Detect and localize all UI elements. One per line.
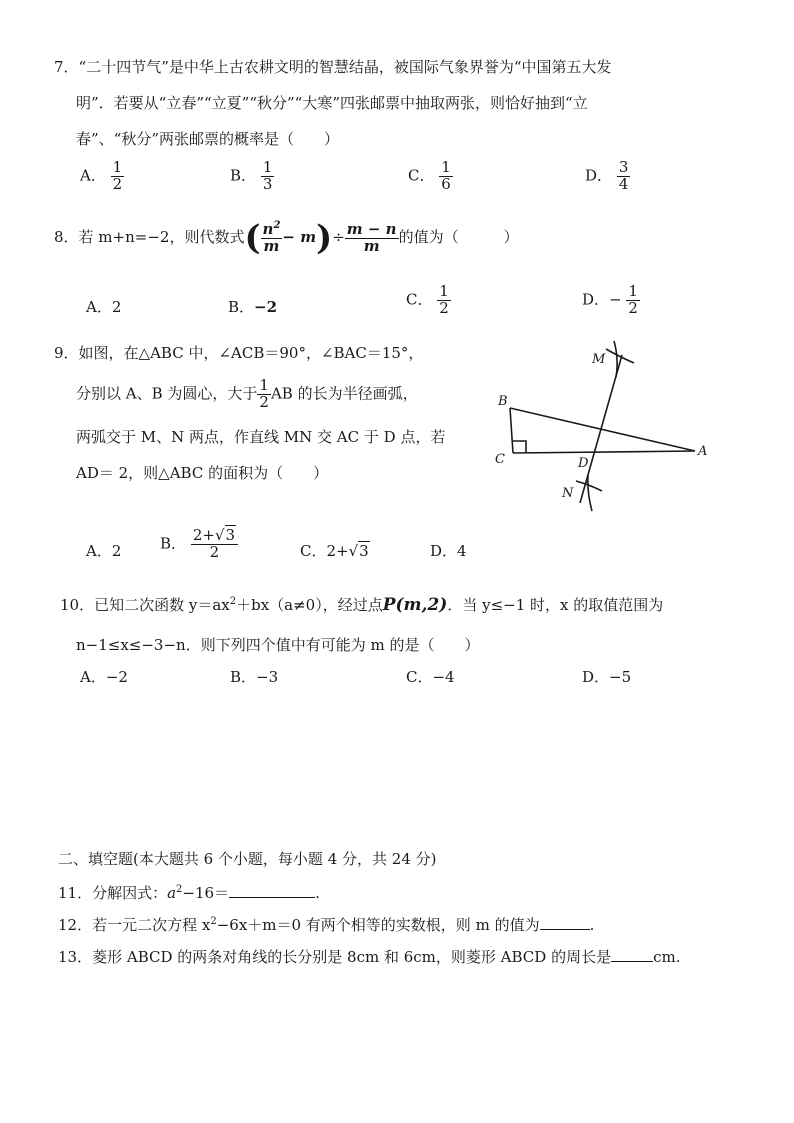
q8-option-d: D．− $\frac{1}{2}$ [582, 282, 638, 317]
q7-option-d-fraction: $\frac{3}{4}$ [618, 158, 629, 193]
q11-answer-blank [229, 897, 315, 898]
q12-line: 12．若一元二次方程 $x^2-6x+m=0$ 有两个相等的实数根，则 m 的值为 . [58, 916, 595, 934]
q8-fraction-mn-over-m: $\frac{m - n}{m}$ [346, 219, 397, 255]
label-m: M [592, 352, 606, 367]
q8-option-a: A．2 [86, 298, 122, 316]
q7-option-d: D． $\frac{3}{4}$ [585, 158, 629, 193]
q10-option-c: C．−4 [406, 668, 455, 686]
q9-line2: 分别以 A、B 为圆心，大于 $\frac{1}{2}$ AB 的长为半径画弧， [76, 376, 418, 411]
label-n: N [562, 486, 574, 501]
q9-option-b: B． $\frac{2+√3}{2}$ [160, 528, 238, 561]
q8-option-c: C． $\frac{1}{2}$ [406, 282, 449, 317]
arc-n-2 [588, 475, 592, 511]
q9-option-c: C．2+√3 [300, 542, 369, 560]
segment-bc [510, 408, 513, 453]
q9-triangle-figure [480, 335, 720, 535]
q9-line3: 两弧交于 M、N 两点，作直线 MN 交 AC 于 D 点，若 [76, 428, 446, 446]
q7-option-c-fraction: $\frac{1}{6}$ [441, 158, 451, 193]
label-b: B [498, 394, 508, 409]
q9-line4: AD＝ 2，则△ABC 的面积为（ ） [76, 464, 329, 482]
q7-option-a-fraction: $\frac{1}{2}$ [112, 158, 123, 193]
q9-option-d: D．4 [430, 542, 467, 560]
q10-option-d: D．−5 [582, 668, 632, 686]
q7-line3: 春”、“秋分”两张邮票的概率是（ ） [76, 130, 340, 148]
section2-title: 二、填空题(本大题共 6 个小题，每小题 4 分，共 24 分) [58, 850, 437, 868]
q11-line: 11．分解因式：$a^2-16=$ . [58, 884, 320, 902]
q7-option-b: B． $\frac{1}{3}$ [230, 158, 273, 193]
q7-option-a: A． $\frac{1}{2}$ [80, 158, 123, 193]
segment-ba [510, 408, 695, 451]
label-a: A [698, 444, 708, 459]
q10-line2: n−1≤x≤−3−n．则下列四个值中有可能为 m 的是（ ） [76, 636, 480, 654]
q8-option-c-fraction: $\frac{1}{2}$ [439, 282, 449, 317]
q9-half-fraction: $\frac{1}{2}$ [259, 376, 269, 411]
q7-option-c: C． $\frac{1}{6}$ [408, 158, 451, 193]
q7-option-b-fraction: $\frac{1}{3}$ [262, 158, 273, 193]
q8-line: 8．若 m+n=−2，则代数式( $\frac{n^2}{m}$ − m)÷ $\frac{m - n}{m}$ 的值为（ ） [54, 218, 519, 258]
q9-line1: 9．如图，在△ABC 中，∠ACB＝90°，∠BAC＝15°， [54, 344, 424, 362]
q7-line1: 7．“二十四节气”是中华上古农耕文明的智慧结晶，被国际气象界誉为“中国第五大发 [54, 58, 612, 76]
line-mn [580, 355, 622, 503]
q7-line2: 明”．若要从“立春”“立夏”“秋分”“大寒”四张邮票中抽取两张，则恰好抽到“立 [76, 94, 588, 112]
segment-ca [513, 451, 695, 453]
arc-n-1 [576, 481, 602, 491]
q13-answer-blank [611, 961, 653, 962]
q13-line: 13．菱形 ABCD 的两条对角线的长分别是 8cm 和 6cm，则菱形 ABCD 的周长是 cm. [58, 948, 681, 966]
label-d: D [578, 456, 589, 471]
q10-option-b: B．−3 [230, 668, 279, 686]
q8-option-b: B．−2 [228, 298, 278, 316]
q9-option-a: A．2 [86, 542, 122, 560]
q10-option-a: A．−2 [80, 668, 128, 686]
q8-fraction-n2-over-m: $\frac{n^2}{m}$ [262, 220, 281, 255]
right-angle-mark [513, 441, 526, 453]
q10-line1: 10．已知二次函数 $y=ax^2+bx(a\ne 0)$，经过点P(m,2)．当 y≤−1 时，x 的取值范围为 [60, 595, 664, 615]
arc-m-2 [614, 341, 617, 377]
q12-answer-blank [540, 929, 590, 930]
q8-option-d-fraction: $\frac{1}{2}$ [628, 282, 638, 317]
q9-option-b-fraction: $\frac{2+√3}{2}$ [191, 528, 238, 561]
label-c: C [495, 452, 505, 467]
